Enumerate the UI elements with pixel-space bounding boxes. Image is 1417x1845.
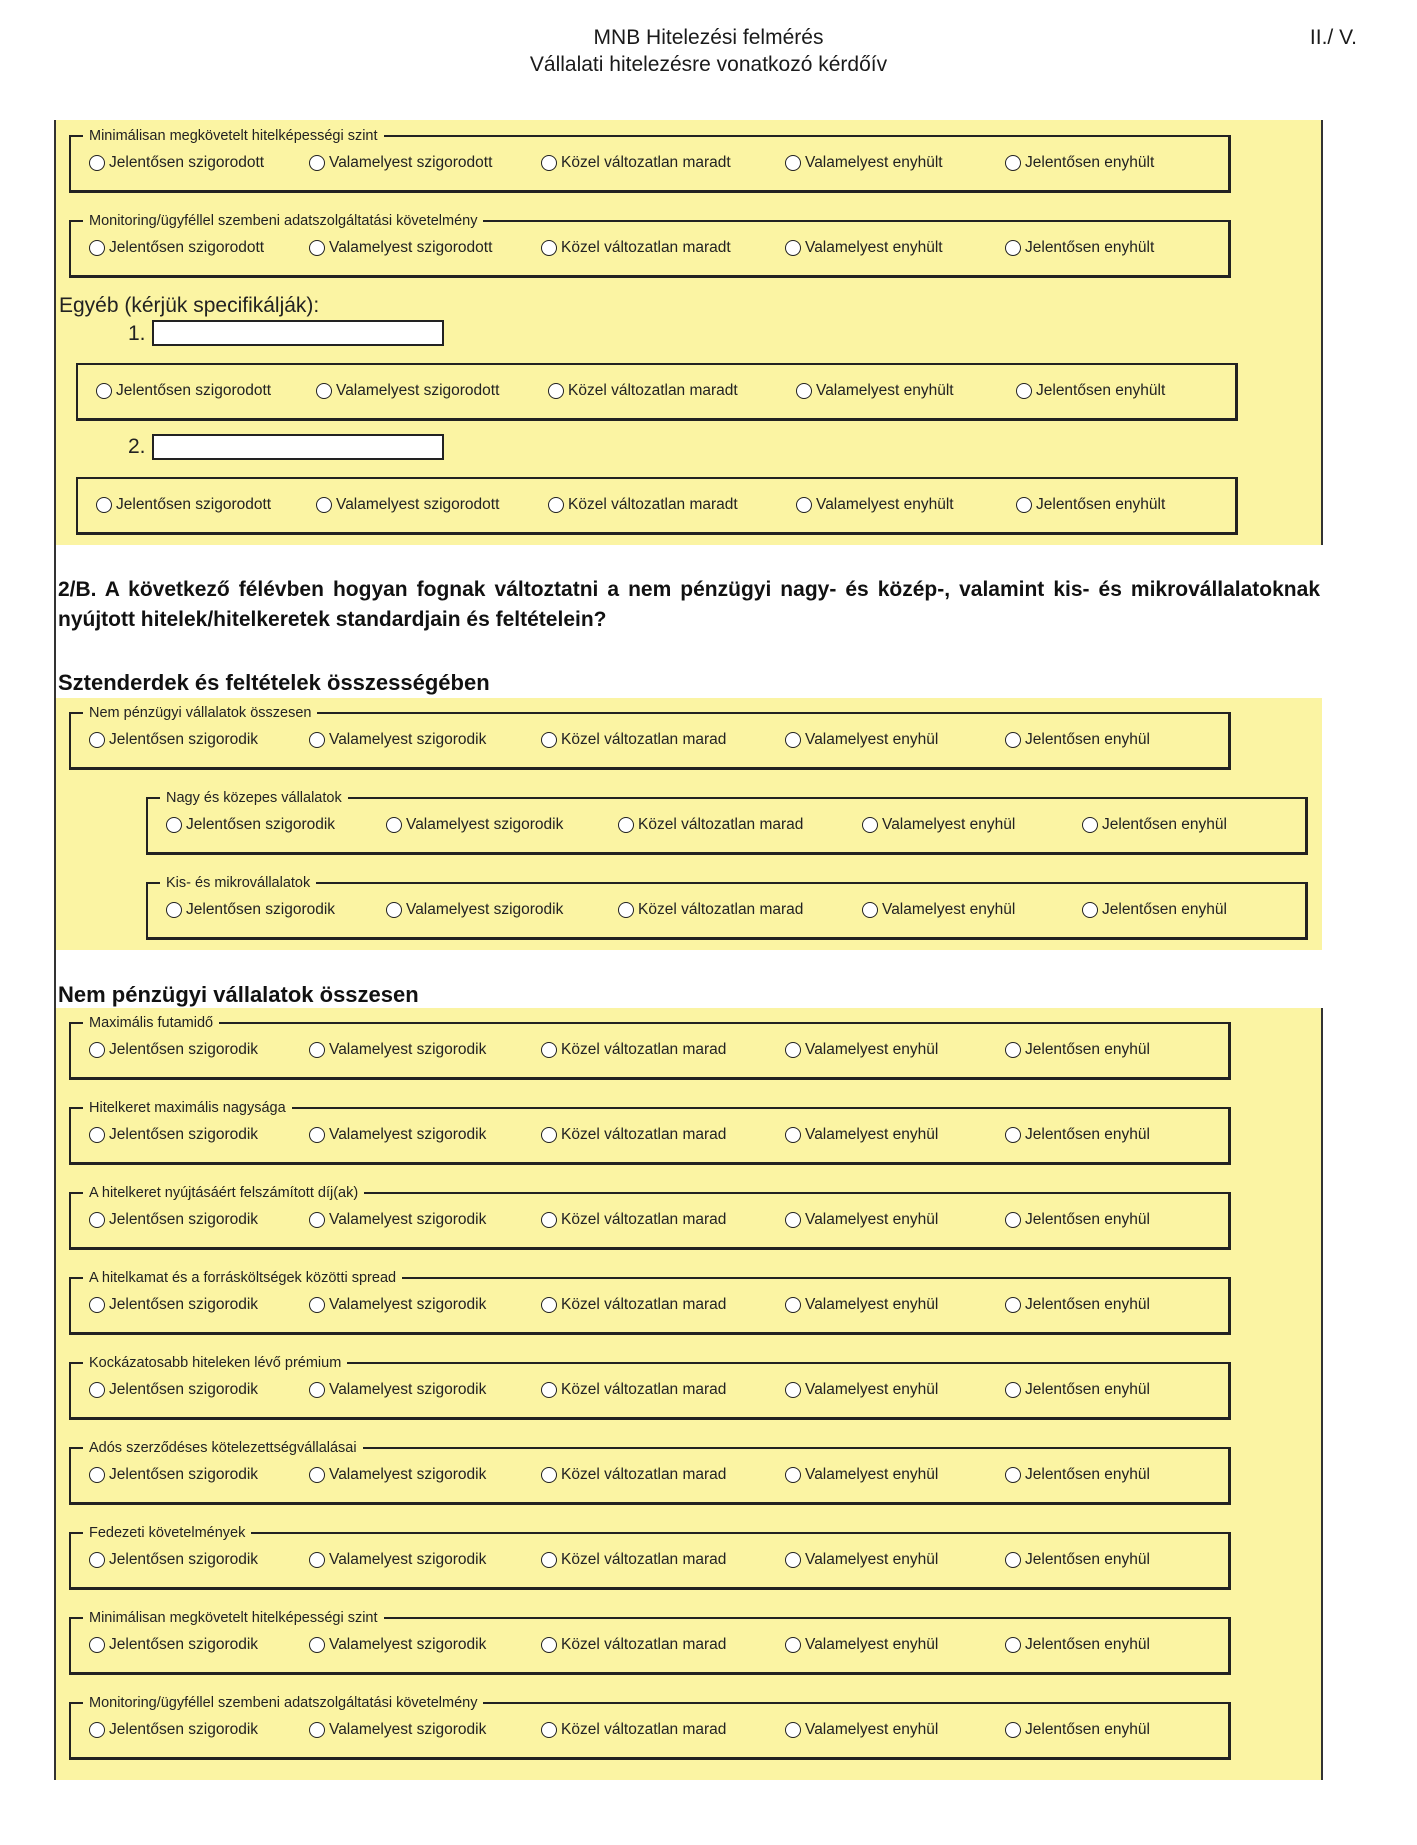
radio-option[interactable] [785,1296,938,1314]
radio-option[interactable] [541,1636,726,1654]
radio-option[interactable] [1016,496,1165,514]
group-legend: Monitoring/ügyféllel szembeni adatszolgáltatási követelmény [83,1693,483,1713]
radio-option[interactable] [89,1041,258,1059]
radio-group-section-terms-3 [69,1185,1231,1250]
radio-option[interactable] [1005,1381,1150,1399]
radio-circle-icon[interactable] [309,1382,325,1398]
radio-option[interactable] [541,1721,726,1739]
radio-option-label: Jelentősen szigorodik [109,1211,259,1228]
radio-option[interactable] [166,816,335,834]
group-legend: Hitelkeret maximális nagysága [83,1098,292,1118]
other-label: Egyéb (kérjük specifikálják): [59,294,320,317]
radio-option-label: Jelentősen enyhül [1025,1296,1150,1313]
radio-option-label: Jelentősen enyhült [1025,154,1155,171]
radio-option[interactable] [89,1636,258,1654]
radio-option[interactable] [89,1466,258,1484]
radio-option-label: Jelentősen enyhül [1025,731,1150,748]
radio-option[interactable] [96,496,271,514]
radio-option-label: Valamelyest enyhül [805,1636,939,1653]
radio-group-part1-1 [69,128,1231,193]
radio-circle-icon[interactable] [541,1297,557,1313]
radio-circle-icon[interactable] [1005,155,1021,171]
radio-option[interactable] [309,1721,486,1739]
radio-option-label: Jelentősen enyhül [1025,1041,1150,1058]
group-legend: Nem pénzügyi vállalatok összesen [83,703,317,723]
group-legend: A hitelkeret nyújtásáért felszámított díj(ak) [83,1183,364,1203]
radio-circle-icon[interactable] [309,1722,325,1738]
radio-option-label: Közel változatlan marad [561,1211,727,1228]
radio-option[interactable] [862,901,1015,919]
group-legend: Minimálisan megkövetelt hitelképességi szint [83,1608,384,1628]
radio-option[interactable] [1005,1126,1150,1144]
radio-circle-icon[interactable] [618,817,634,833]
radio-option[interactable] [1005,1721,1150,1739]
other-item-1-number: 1. [128,322,146,345]
radio-circle-icon[interactable] [89,732,105,748]
radio-circle-icon[interactable] [541,1722,557,1738]
group-legend: A hitelkamat és a forrásköltségek közötti spread [83,1268,402,1288]
radio-circle-icon[interactable] [541,1127,557,1143]
radio-circle-icon[interactable] [785,1297,801,1313]
radio-option[interactable] [1005,239,1154,257]
radio-option-label: Valamelyest szigorodott [329,239,493,256]
radio-option[interactable] [89,1551,258,1569]
radio-option[interactable] [548,496,738,514]
radio-option-label: Jelentősen szigorodik [186,816,336,833]
radio-group-section-terms-2 [69,1100,1231,1165]
section-overall-title: Sztenderdek és feltételek összességében [58,670,490,695]
survey-title-line1: MNB Hitelezési felmérés [593,26,824,49]
radio-option-label: Közel változatlan maradt [561,239,731,256]
radio-circle-icon[interactable] [309,732,325,748]
radio-group-section-terms-5 [69,1355,1231,1420]
radio-option[interactable] [309,1296,486,1314]
radio-option-label: Jelentősen enyhül [1025,1466,1150,1483]
radio-circle-icon[interactable] [1082,902,1098,918]
radio-option-label: Közel változatlan maradt [561,154,731,171]
radio-option-label: Jelentősen enyhült [1036,382,1166,399]
radio-circle-icon[interactable] [1005,1127,1021,1143]
radio-option[interactable] [89,154,264,172]
radio-circle-icon[interactable] [89,1467,105,1483]
radio-option-label: Valamelyest szigorodik [329,1041,487,1058]
radio-option-label: Közel változatlan marad [561,1721,727,1738]
radio-option-label: Közel változatlan marad [561,1636,727,1653]
radio-option[interactable] [89,1721,258,1739]
radio-option-label: Jelentősen szigorodott [116,382,272,399]
left-border-line [54,120,56,1780]
radio-option[interactable] [309,154,492,172]
other-item-2-number: 2. [128,435,146,458]
radio-circle-icon[interactable] [548,383,564,399]
radio-circle-icon[interactable] [89,1127,105,1143]
group-legend: Adós szerződéses kötelezettségvállalásai [83,1438,363,1458]
radio-circle-icon[interactable] [1005,1042,1021,1058]
radio-option-label: Közel változatlan marad [561,1041,727,1058]
section-terms-title: Nem pénzügyi vállalatok összesen [58,982,419,1007]
page-identifier: II./ V. [1309,26,1357,49]
radio-option-label: Jelentősen enyhül [1025,1126,1150,1143]
radio-option-label: Jelentősen szigorodik [109,1721,259,1738]
radio-option-label: Valamelyest szigorodik [329,731,487,748]
radio-option-label: Jelentősen szigorodik [109,1636,259,1653]
radio-option[interactable] [785,1551,938,1569]
radio-circle-icon[interactable] [166,902,182,918]
radio-option[interactable] [1082,901,1227,919]
radio-circle-icon[interactable] [785,732,801,748]
radio-option-label: Közel változatlan marad [561,1466,727,1483]
radio-option-label: Jelentősen enyhül [1102,816,1227,833]
radio-option-label: Valamelyest enyhül [805,1381,939,1398]
radio-option[interactable] [796,496,954,514]
radio-option[interactable] [541,1126,726,1144]
radio-circle-icon[interactable] [785,155,801,171]
radio-option[interactable] [1005,1636,1150,1654]
radio-option[interactable] [1005,1466,1150,1484]
radio-option-label: Jelentősen szigorodik [186,901,336,918]
radio-circle-icon[interactable] [309,1297,325,1313]
radio-option-label: Valamelyest enyhül [882,901,1016,918]
radio-option-label: Jelentősen szigorodott [109,239,265,256]
radio-option-label: Valamelyest enyhül [805,731,939,748]
radio-option-label: Valamelyest szigorodik [329,1721,487,1738]
radio-option[interactable] [785,1466,938,1484]
radio-circle-icon[interactable] [309,155,325,171]
radio-circle-icon[interactable] [309,240,325,256]
radio-option[interactable] [1005,1296,1150,1314]
radio-circle-icon[interactable] [541,1042,557,1058]
radio-option-label: Valamelyest szigorodik [329,1211,487,1228]
radio-circle-icon[interactable] [1005,1552,1021,1568]
radio-option[interactable] [89,239,264,257]
radio-circle-icon[interactable] [309,1127,325,1143]
radio-option[interactable] [785,154,943,172]
radio-circle-icon[interactable] [541,1467,557,1483]
radio-option[interactable] [541,239,731,257]
radio-circle-icon[interactable] [316,497,332,513]
radio-group-section-terms-1 [69,1015,1231,1080]
radio-circle-icon[interactable] [166,817,182,833]
radio-option[interactable] [541,1466,726,1484]
radio-circle-icon[interactable] [309,1637,325,1653]
radio-option-label: Jelentősen szigorodik [109,1126,259,1143]
radio-group-section-terms-6 [69,1440,1231,1505]
radio-option[interactable] [316,382,499,400]
radio-circle-icon[interactable] [89,1042,105,1058]
radio-option[interactable] [1005,1041,1150,1059]
radio-circle-icon[interactable] [541,1212,557,1228]
radio-circle-icon[interactable] [796,383,812,399]
other-item-1-field[interactable] [152,320,444,346]
radio-option[interactable] [618,816,803,834]
radio-option-label: Jelentősen szigorodik [109,1466,259,1483]
radio-option[interactable] [541,1211,726,1229]
radio-option[interactable] [96,382,271,400]
radio-circle-icon[interactable] [785,1637,801,1653]
radio-circle-icon[interactable] [89,1297,105,1313]
other-item-2-radio-group [76,477,1238,535]
radio-option[interactable] [309,1636,486,1654]
radio-option-label: Valamelyest enyhül [805,1466,939,1483]
radio-option[interactable] [1005,731,1150,749]
radio-option[interactable] [309,1041,486,1059]
radio-circle-icon[interactable] [1005,240,1021,256]
radio-option[interactable] [309,731,486,749]
radio-option[interactable] [309,1551,486,1569]
group-legend: Monitoring/ügyféllel szembeni adatszolgáltatási követelmény [83,211,483,231]
radio-option[interactable] [1082,816,1227,834]
radio-option[interactable] [89,1381,258,1399]
radio-circle-icon[interactable] [1082,817,1098,833]
group-legend: Kockázatosabb hiteleken lévő prémium [83,1353,347,1373]
radio-option-label: Közel változatlan maradt [568,496,738,513]
radio-circle-icon[interactable] [89,155,105,171]
radio-circle-icon[interactable] [541,1552,557,1568]
radio-circle-icon[interactable] [89,1552,105,1568]
radio-circle-icon[interactable] [309,1042,325,1058]
radio-option-label: Valamelyest enyhül [805,1041,939,1058]
radio-option[interactable] [309,1381,486,1399]
radio-option[interactable] [785,1126,938,1144]
radio-option-label: Valamelyest enyhül [882,816,1016,833]
radio-option[interactable] [386,901,563,919]
radio-option-label: Jelentősen szigorodott [116,496,272,513]
radio-option[interactable] [541,731,726,749]
radio-option[interactable] [309,239,492,257]
radio-option-label: Valamelyest szigorodott [329,154,493,171]
radio-circle-icon[interactable] [1005,1637,1021,1653]
radio-option-label: Valamelyest szigorodik [406,816,564,833]
radio-option[interactable] [1005,1211,1150,1229]
radio-option-label: Jelentősen enyhült [1036,496,1166,513]
radio-circle-icon[interactable] [796,497,812,513]
radio-option[interactable] [89,1296,258,1314]
radio-option-label: Közel változatlan marad [638,901,804,918]
radio-option[interactable] [785,1721,938,1739]
group-legend: Minimálisan megkövetelt hitelképességi szint [83,126,384,146]
radio-group-part1-2 [69,213,1231,278]
radio-option[interactable] [796,382,954,400]
radio-circle-icon[interactable] [785,240,801,256]
radio-circle-icon[interactable] [89,1382,105,1398]
radio-circle-icon[interactable] [785,1042,801,1058]
radio-option[interactable] [166,901,335,919]
group-legend: Nagy és közepes vállalatok [160,788,348,808]
radio-circle-icon[interactable] [541,1382,557,1398]
radio-option-label: Közel változatlan marad [561,1296,727,1313]
radio-option-label: Közel változatlan marad [561,731,727,748]
radio-option-label: Közel változatlan marad [561,1381,727,1398]
radio-option-label: Közel változatlan marad [638,816,804,833]
radio-option[interactable] [541,1041,726,1059]
radio-circle-icon[interactable] [785,1722,801,1738]
radio-circle-icon[interactable] [1016,383,1032,399]
radio-option-label: Jelentősen enyhül [1025,1721,1150,1738]
radio-circle-icon[interactable] [309,1552,325,1568]
radio-option[interactable] [89,731,258,749]
radio-option-label: Valamelyest szigorodott [336,382,500,399]
radio-circle-icon[interactable] [785,1382,801,1398]
radio-circle-icon[interactable] [1005,732,1021,748]
radio-option-label: Valamelyest szigorodik [329,1636,487,1653]
radio-option-label: Valamelyest szigorodik [329,1126,487,1143]
radio-circle-icon[interactable] [1016,497,1032,513]
radio-circle-icon[interactable] [785,1212,801,1228]
radio-circle-icon[interactable] [785,1467,801,1483]
radio-option-label: Jelentősen enyhül [1102,901,1227,918]
radio-circle-icon[interactable] [862,817,878,833]
right-border-line-terms [1321,1008,1323,1780]
radio-circle-icon[interactable] [386,902,402,918]
radio-circle-icon[interactable] [386,817,402,833]
radio-option[interactable] [89,1211,258,1229]
radio-circle-icon[interactable] [541,155,557,171]
radio-circle-icon[interactable] [96,383,112,399]
radio-option[interactable] [316,496,499,514]
radio-option-label: Jelentősen szigorodik [109,1041,259,1058]
group-legend: Maximális futamidő [83,1013,219,1033]
radio-option-label: Jelentősen enyhül [1025,1636,1150,1653]
radio-circle-icon[interactable] [1005,1722,1021,1738]
radio-option[interactable] [1016,382,1165,400]
radio-circle-icon[interactable] [96,497,112,513]
radio-circle-icon[interactable] [316,383,332,399]
radio-circle-icon[interactable] [1005,1212,1021,1228]
radio-group-section-overall-1 [69,705,1231,770]
radio-circle-icon[interactable] [89,1212,105,1228]
radio-circle-icon[interactable] [309,1212,325,1228]
radio-group-section-terms-7 [69,1525,1231,1590]
radio-option-label: Jelentősen szigorodik [109,1381,259,1398]
radio-option-label: Valamelyest szigorodik [329,1296,487,1313]
survey-title [0,24,1417,78]
radio-option[interactable] [548,382,738,400]
radio-circle-icon[interactable] [548,497,564,513]
radio-option[interactable] [309,1126,486,1144]
radio-group-section-terms-4 [69,1270,1231,1335]
radio-option[interactable] [862,816,1015,834]
radio-option-label: Közel változatlan maradt [568,382,738,399]
radio-circle-icon[interactable] [1005,1382,1021,1398]
radio-circle-icon[interactable] [785,1127,801,1143]
radio-circle-icon[interactable] [309,1467,325,1483]
radio-option-label: Jelentősen enyhült [1025,239,1155,256]
radio-circle-icon[interactable] [1005,1297,1021,1313]
radio-option-label: Jelentősen szigorodik [109,731,259,748]
radio-option[interactable] [541,154,731,172]
radio-option-label: Valamelyest enyhül [805,1211,939,1228]
radio-option[interactable] [1005,1551,1150,1569]
radio-option-label: Valamelyest enyhült [816,382,954,399]
radio-circle-icon[interactable] [1005,1467,1021,1483]
radio-group-section-terms-8 [69,1610,1231,1675]
radio-option[interactable] [541,1296,726,1314]
survey-title-line2: Vállalati hitelezésre vonatkozó kérdőív [529,53,888,76]
radio-option[interactable] [785,1381,938,1399]
radio-option-label: Valamelyest enyhül [805,1126,939,1143]
radio-circle-icon[interactable] [862,902,878,918]
radio-circle-icon[interactable] [89,240,105,256]
other-item-2-field[interactable] [152,434,444,460]
radio-option[interactable] [386,816,563,834]
right-border-line-part1 [1321,120,1323,545]
radio-option[interactable] [309,1466,486,1484]
other-item-1-radio-group [76,363,1238,421]
radio-circle-icon[interactable] [541,732,557,748]
radio-option[interactable] [89,1126,258,1144]
radio-circle-icon[interactable] [785,1552,801,1568]
radio-option-label: Valamelyest enyhül [805,1551,939,1568]
radio-option-label: Valamelyest enyhült [805,154,943,171]
radio-circle-icon[interactable] [89,1722,105,1738]
radio-option[interactable] [541,1551,726,1569]
radio-option[interactable] [309,1211,486,1229]
radio-option[interactable] [785,1636,938,1654]
radio-option[interactable] [785,731,938,749]
radio-option-label: Valamelyest enyhült [805,239,943,256]
radio-option-label: Valamelyest enyhül [805,1296,939,1313]
radio-option[interactable] [785,239,943,257]
radio-option-label: Jelentősen szigorodik [109,1551,259,1568]
radio-circle-icon[interactable] [89,1637,105,1653]
radio-group-section-overall-2 [146,790,1308,855]
radio-option[interactable] [785,1211,938,1229]
radio-option-label: Valamelyest enyhült [816,496,954,513]
group-legend: Kis- és mikrovállalatok [160,873,316,893]
radio-group-section-overall-3 [146,875,1308,940]
radio-option-label: Jelentősen enyhül [1025,1551,1150,1568]
radio-group-section-terms-9 [69,1695,1231,1760]
radio-option[interactable] [618,901,803,919]
radio-option-label: Valamelyest szigorodik [329,1381,487,1398]
radio-option-label: Közel változatlan marad [561,1551,727,1568]
radio-circle-icon[interactable] [618,902,634,918]
radio-option-label: Valamelyest enyhül [805,1721,939,1738]
radio-option-label: Közel változatlan marad [561,1126,727,1143]
radio-circle-icon[interactable] [541,1637,557,1653]
radio-option[interactable] [1005,154,1154,172]
question-2b: 2/B. A következő félévben hogyan fognak változtatni a nem pénzügyi nagy- és közép-, valamint kis- és mikrovállalatoknak nyújtott hitelek/hitelkeretek standardjain és feltételein? [58,578,1320,631]
radio-circle-icon[interactable] [541,240,557,256]
radio-option-label: Valamelyest szigorodott [336,496,500,513]
radio-option-label: Jelentősen szigorodott [109,154,265,171]
group-legend: Fedezeti követelmények [83,1523,251,1543]
radio-option[interactable] [785,1041,938,1059]
radio-option-label: Valamelyest szigorodik [329,1466,487,1483]
radio-option-label: Jelentősen enyhül [1025,1211,1150,1228]
radio-option-label: Jelentősen enyhül [1025,1381,1150,1398]
radio-option-label: Jelentősen szigorodik [109,1296,259,1313]
radio-option-label: Valamelyest szigorodik [406,901,564,918]
radio-option[interactable] [541,1381,726,1399]
radio-option-label: Valamelyest szigorodik [329,1551,487,1568]
